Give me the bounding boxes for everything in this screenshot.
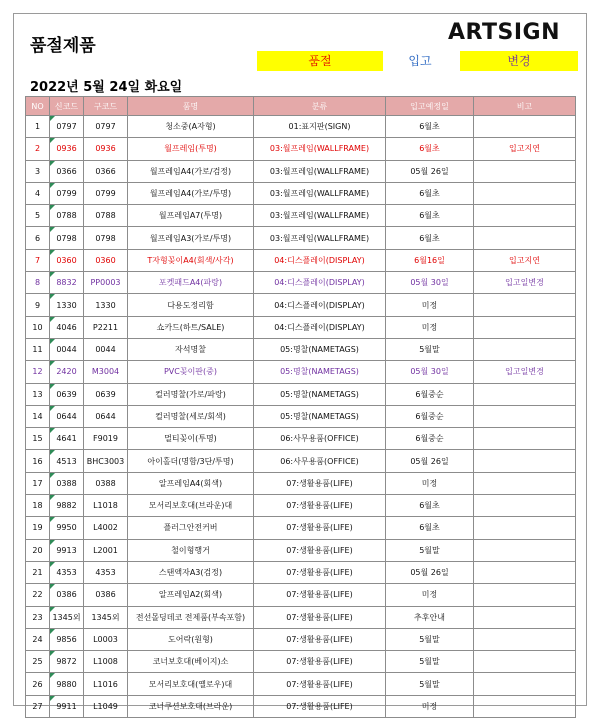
cell-new-code: 0797 [50,116,84,138]
cell-no: 24 [26,628,50,650]
cell-note [474,182,576,204]
cell-eta: 미정 [386,695,474,717]
cell-no: 5 [26,205,50,227]
table-row [26,584,576,606]
cell-eta: 추후안내 [386,606,474,628]
column-header-category: 분류 [254,97,386,116]
cell-product-name: PVC꽂이판(중) [128,361,254,383]
table-row [26,628,576,650]
table-row [26,338,576,360]
column-header-note: 비고 [474,97,576,116]
cell-old-code: L4002 [84,517,128,539]
cell-new-code: 9882 [50,495,84,517]
cell-eta: 6월초 [386,116,474,138]
cell-category: 04:디스플레이(DISPLAY) [254,316,386,338]
cell-product-name: 월프레임(투명) [128,138,254,160]
brand-logo: ARTSIGN [448,20,560,45]
cell-old-code: L1008 [84,651,128,673]
cell-eta: 6월초 [386,205,474,227]
cell-note [474,116,576,138]
cell-note [474,160,576,182]
cell-category: 06:사무용품(OFFICE) [254,450,386,472]
table-row [26,227,576,249]
cell-eta: 6월중순 [386,383,474,405]
cell-note [474,450,576,472]
cell-new-code: 0639 [50,383,84,405]
cell-category: 07:생활용품(LIFE) [254,628,386,650]
cell-no: 23 [26,606,50,628]
cell-product-name: 자석명찰 [128,338,254,360]
cell-product-name: 알프레임A4(회색) [128,472,254,494]
cell-note [474,495,576,517]
cell-no: 2 [26,138,50,160]
cell-no: 25 [26,651,50,673]
cell-new-code: 0366 [50,160,84,182]
cell-old-code: 0044 [84,338,128,360]
cell-old-code: L2001 [84,539,128,561]
cell-product-name: 스탠액자A3(검정) [128,561,254,583]
cell-category: 06:사무용품(OFFICE) [254,428,386,450]
cell-category: 07:생활용품(LIFE) [254,695,386,717]
cell-old-code: 0644 [84,405,128,427]
cell-no: 13 [26,383,50,405]
cell-eta: 6월초 [386,495,474,517]
cell-new-code: 9872 [50,651,84,673]
cell-category: 04:디스플레이(DISPLAY) [254,249,386,271]
cell-new-code: 2420 [50,361,84,383]
cell-eta: 6월초 [386,517,474,539]
cell-new-code: 0644 [50,405,84,427]
table-row [26,116,576,138]
cell-product-name: 청소중(A자형) [128,116,254,138]
cell-old-code: L1016 [84,673,128,695]
cell-old-code: 0797 [84,116,128,138]
cell-new-code: 9856 [50,628,84,650]
table-row [26,472,576,494]
cell-note [474,472,576,494]
cell-eta: 미정 [386,584,474,606]
cell-new-code: 4641 [50,428,84,450]
table-row [26,249,576,271]
table-row [26,651,576,673]
cell-eta: 5월말 [386,651,474,673]
cell-old-code: PP0003 [84,272,128,294]
cell-eta: 05월 26일 [386,561,474,583]
cell-no: 9 [26,294,50,316]
table-row [26,450,576,472]
table-row [26,272,576,294]
cell-no: 27 [26,695,50,717]
cell-no: 20 [26,539,50,561]
table-row [26,294,576,316]
cell-new-code: 9880 [50,673,84,695]
cell-product-name: 코너쿠션보호대(브라운) [128,695,254,717]
cell-old-code: BHC3003 [84,450,128,472]
cell-old-code: 0366 [84,160,128,182]
cell-no: 21 [26,561,50,583]
cell-new-code: 1330 [50,294,84,316]
table-row [26,695,576,717]
table-row [26,495,576,517]
cell-new-code: 0044 [50,338,84,360]
table-row [26,205,576,227]
cell-eta: 5월말 [386,628,474,650]
cell-new-code: 4046 [50,316,84,338]
cell-category: 04:디스플레이(DISPLAY) [254,294,386,316]
cell-category: 03:월프레임(WALLFRAME) [254,182,386,204]
cell-eta: 05월 30일 [386,361,474,383]
cell-old-code: 0798 [84,227,128,249]
cell-eta: 6월16일 [386,249,474,271]
legend-restocked: 입고 [408,54,432,68]
cell-no: 14 [26,405,50,427]
cell-new-code: 8832 [50,272,84,294]
cell-note [474,695,576,717]
cell-product-name: 플러그안전커버 [128,517,254,539]
cell-note: 입고지연 [474,138,576,160]
cell-eta: 6월중순 [386,428,474,450]
cell-no: 12 [26,361,50,383]
cell-no: 3 [26,160,50,182]
cell-product-name: 멀티꽂이(투명) [128,428,254,450]
cell-note: 입고일변경 [474,272,576,294]
report-date: 2022년 5월 24일 화요일 [30,80,183,95]
cell-no: 19 [26,517,50,539]
cell-category: 01:표지판(SIGN) [254,116,386,138]
table-row [26,561,576,583]
cell-category: 03:월프레임(WALLFRAME) [254,227,386,249]
table-row [26,673,576,695]
table-row [26,517,576,539]
column-header-eta: 입고예정일 [386,97,474,116]
cell-product-name: 쇼카드(하트/SALE) [128,316,254,338]
cell-note [474,517,576,539]
cell-category: 07:생활용품(LIFE) [254,673,386,695]
cell-old-code: L1049 [84,695,128,717]
cell-no: 6 [26,227,50,249]
cell-old-code: 0386 [84,584,128,606]
cell-eta: 미정 [386,294,474,316]
cell-new-code: 9911 [50,695,84,717]
cell-product-name: 월프레임A3(가로/투명) [128,227,254,249]
cell-product-name: 도어락(원형) [128,628,254,650]
cell-note [474,673,576,695]
cell-category: 05:명찰(NAMETAGS) [254,383,386,405]
cell-category: 07:생활용품(LIFE) [254,472,386,494]
table-row [26,316,576,338]
cell-no: 4 [26,182,50,204]
cell-old-code: 0799 [84,182,128,204]
table-row [26,428,576,450]
legend-changed: 변경 [460,51,578,71]
cell-product-name: 철이형행거 [128,539,254,561]
cell-eta: 5월말 [386,673,474,695]
cell-old-code: L1018 [84,495,128,517]
cell-new-code: 0386 [50,584,84,606]
cell-category: 03:월프레임(WALLFRAME) [254,138,386,160]
column-header-new-code: 신코드 [50,97,84,116]
cell-no: 11 [26,338,50,360]
cell-category: 04:디스플레이(DISPLAY) [254,272,386,294]
table-row [26,539,576,561]
legend-out-of-stock: 품절 [257,51,383,71]
table-row [26,138,576,160]
cell-eta: 5월말 [386,539,474,561]
cell-note [474,227,576,249]
cell-note [474,405,576,427]
column-header-no: NO [26,97,50,116]
cell-eta: 5월말 [386,338,474,360]
cell-note [474,584,576,606]
table-row [26,160,576,182]
cell-product-name: 컬러명찰(세로/회색) [128,405,254,427]
cell-new-code: 0788 [50,205,84,227]
cell-new-code: 4353 [50,561,84,583]
cell-new-code: 0360 [50,249,84,271]
cell-new-code: 9950 [50,517,84,539]
cell-no: 26 [26,673,50,695]
cell-eta: 05월 26일 [386,160,474,182]
cell-product-name: 전선몰딩데코 전제품(부속포함) [128,606,254,628]
cell-eta: 6월중순 [386,405,474,427]
cell-product-name: 다용도정리함 [128,294,254,316]
cell-eta: 미정 [386,472,474,494]
cell-old-code: M3004 [84,361,128,383]
table-row [26,405,576,427]
table-body [26,116,576,718]
cell-category: 07:생활용품(LIFE) [254,495,386,517]
cell-old-code: 1345외 [84,606,128,628]
cell-new-code: 0936 [50,138,84,160]
cell-note [474,316,576,338]
cell-old-code: L0003 [84,628,128,650]
cell-new-code: 4513 [50,450,84,472]
cell-old-code: 1330 [84,294,128,316]
cell-eta: 미정 [386,316,474,338]
cell-new-code: 1345외 [50,606,84,628]
cell-category: 07:생활용품(LIFE) [254,606,386,628]
cell-no: 17 [26,472,50,494]
cell-note [474,383,576,405]
cell-old-code: 4353 [84,561,128,583]
cell-no: 8 [26,272,50,294]
column-header-product-name: 품명 [128,97,254,116]
cell-category: 05:명찰(NAMETAGS) [254,361,386,383]
cell-eta: 6월초 [386,182,474,204]
cell-no: 16 [26,450,50,472]
cell-product-name: 코너보호대(베이지)소 [128,651,254,673]
table-header-row [26,97,576,116]
table-row [26,361,576,383]
table-row [26,182,576,204]
page-title: 품절제품 [30,36,96,56]
cell-old-code: 0639 [84,383,128,405]
cell-category: 07:생활용품(LIFE) [254,517,386,539]
cell-no: 10 [26,316,50,338]
cell-product-name: 알프레임A2(회색) [128,584,254,606]
out-of-stock-table [25,96,576,718]
cell-note [474,606,576,628]
cell-product-name: 아이홀더(명함/3단/투명) [128,450,254,472]
cell-product-name: 컬러명찰(가로/파랑) [128,383,254,405]
table-row [26,383,576,405]
cell-product-name: 월프레임A7(투명) [128,205,254,227]
cell-no: 7 [26,249,50,271]
cell-old-code: 0936 [84,138,128,160]
cell-old-code: 0788 [84,205,128,227]
cell-eta: 05월 26일 [386,450,474,472]
cell-category: 03:월프레임(WALLFRAME) [254,205,386,227]
cell-eta: 6월초 [386,138,474,160]
cell-product-name: 포켓패드A4(파랑) [128,272,254,294]
cell-old-code: 0360 [84,249,128,271]
cell-category: 07:생활용품(LIFE) [254,584,386,606]
cell-product-name: 모서리보호대(옐로우)대 [128,673,254,695]
cell-no: 1 [26,116,50,138]
cell-note: 입고지연 [474,249,576,271]
cell-note [474,539,576,561]
cell-note [474,428,576,450]
cell-no: 22 [26,584,50,606]
cell-no: 15 [26,428,50,450]
cell-eta: 6월초 [386,227,474,249]
cell-category: 07:생활용품(LIFE) [254,539,386,561]
cell-old-code: 0388 [84,472,128,494]
cell-category: 05:명찰(NAMETAGS) [254,338,386,360]
cell-note [474,561,576,583]
cell-product-name: T자형꽂이A4(회색/사각) [128,249,254,271]
column-header-old-code: 구코드 [84,97,128,116]
cell-note [474,294,576,316]
cell-note [474,651,576,673]
cell-product-name: 월프레임A4(가로/투명) [128,182,254,204]
cell-old-code: P2211 [84,316,128,338]
cell-note [474,205,576,227]
cell-old-code: F9019 [84,428,128,450]
cell-note: 입고일변경 [474,361,576,383]
table-row [26,606,576,628]
cell-product-name: 월프레임A4(가로/검정) [128,160,254,182]
cell-category: 03:월프레임(WALLFRAME) [254,160,386,182]
cell-new-code: 9913 [50,539,84,561]
cell-new-code: 0799 [50,182,84,204]
cell-category: 05:명찰(NAMETAGS) [254,405,386,427]
cell-category: 07:생활용품(LIFE) [254,651,386,673]
cell-note [474,628,576,650]
cell-product-name: 모서리보호대(브라운)대 [128,495,254,517]
cell-new-code: 0388 [50,472,84,494]
cell-note [474,338,576,360]
cell-eta: 05월 30일 [386,272,474,294]
cell-new-code: 0798 [50,227,84,249]
cell-category: 07:생활용품(LIFE) [254,561,386,583]
cell-no: 18 [26,495,50,517]
